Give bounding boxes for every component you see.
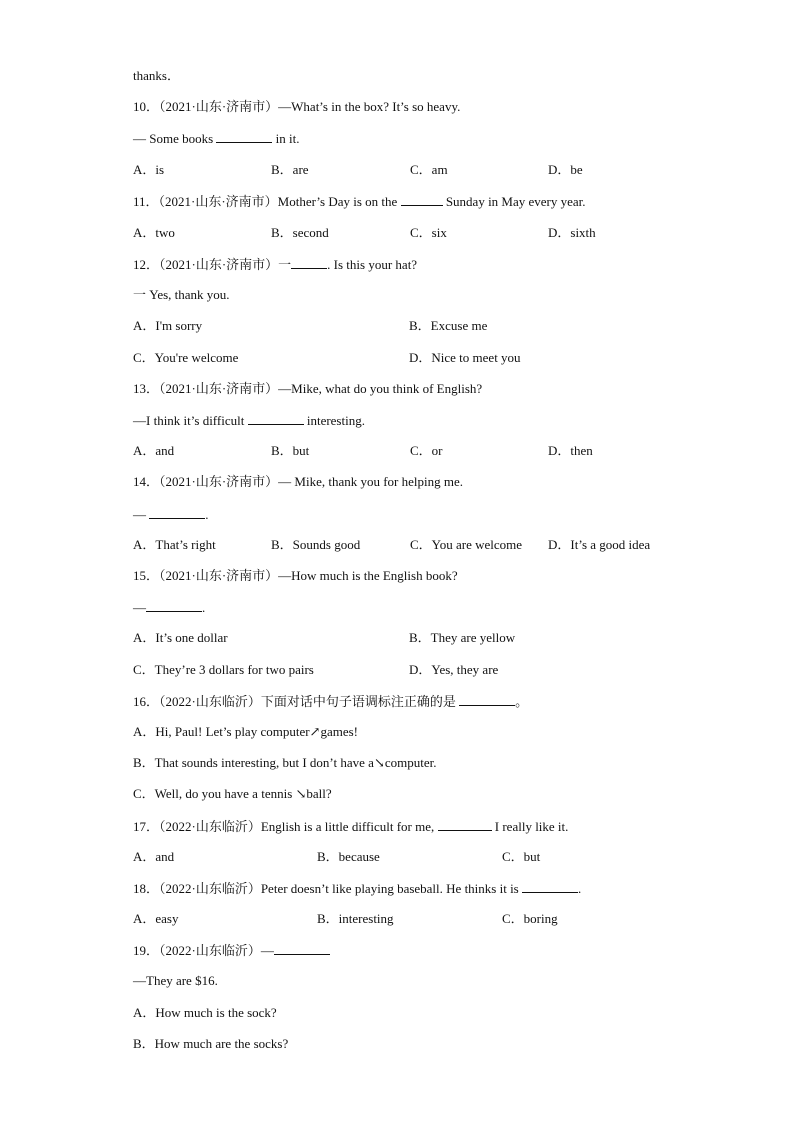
continuation-text: thanks．: [133, 68, 180, 83]
option-c: C．boring: [502, 911, 558, 926]
question-15-reply: [133, 599, 205, 616]
option-a: A．is: [133, 162, 165, 177]
option-b: B．interesting: [317, 911, 394, 926]
option-b: B．How much are the socks?: [133, 1036, 289, 1051]
question-10-dialog: [133, 130, 300, 147]
answer-blank: [522, 880, 578, 893]
answer-blank: [459, 693, 515, 706]
question-12-reply: 一 Yes, thank you.: [133, 287, 230, 302]
option-a: A．and: [133, 443, 175, 458]
option-c: C．or: [410, 443, 443, 458]
option-a: A．That’s right: [133, 537, 216, 552]
option-c: C．They’re 3 dollars for two pairs: [133, 662, 314, 677]
option-c: C．six: [410, 225, 447, 240]
question-19: [133, 942, 330, 959]
answer-blank: [216, 130, 272, 143]
answer-blank: [149, 506, 205, 519]
question-14-reply: [133, 506, 209, 523]
option-b: B．That sounds interesting, but I don’t have a↘computer.: [133, 755, 437, 770]
text: 18．（2022·山东临沂）Peter doesn’t like playing baseball. He thinks it is: [133, 881, 519, 896]
option-b: B．but: [271, 443, 310, 458]
text: —I think it’s difficult: [133, 413, 245, 428]
answer-blank: [401, 193, 443, 206]
text: 12．（2021·山东·济南市）一: [133, 257, 292, 272]
question-19-reply: —They are $16.: [133, 973, 218, 988]
text: .: [205, 507, 209, 522]
text: .: [202, 600, 206, 615]
text: Sunday in May every year.: [445, 194, 586, 209]
option-c: C．You're welcome: [133, 350, 239, 365]
option-d: D．Nice to meet you: [409, 350, 521, 365]
option-a: A．two: [133, 225, 175, 240]
option-a: A．I'm sorry: [133, 318, 203, 333]
question-11: [133, 193, 586, 210]
question-18: [133, 880, 581, 897]
text: in it.: [275, 131, 300, 146]
option-d: D．then: [548, 443, 593, 458]
text: —: [133, 507, 146, 522]
option-a: A．It’s one dollar: [133, 630, 228, 645]
option-b: B．second: [271, 225, 329, 240]
answer-blank: [146, 599, 202, 612]
option-a: A．Hi, Paul! Let’s play computer↗games!: [133, 724, 358, 739]
question-13: 13．（2021·山东·济南市）—Mike, what do you think of English?: [133, 381, 483, 396]
text: 11．（2021·山东·济南市）Mother’s Day is on the: [133, 194, 398, 209]
question-12: [133, 256, 417, 273]
text: 。: [515, 694, 529, 709]
question-14: 14．（2021·山东·济南市）— Mike, thank you for helping me.: [133, 474, 464, 489]
option-c: C．Well, do you have a tennis ↘ball?: [133, 786, 332, 801]
question-16: [133, 693, 528, 710]
option-d: D．Yes, they are: [409, 662, 499, 677]
option-a: A．and: [133, 849, 175, 864]
question-17: [133, 818, 568, 835]
option-b: B．because: [317, 849, 380, 864]
option-c: C．You are welcome: [410, 537, 523, 552]
question-15: 15．（2021·山东·济南市）—How much is the English book?: [133, 568, 458, 583]
question-13-dialog: [133, 412, 365, 429]
option-c: C．am: [410, 162, 448, 177]
answer-blank: [438, 818, 492, 831]
option-b: B．Excuse me: [409, 318, 488, 333]
option-b: B．are: [271, 162, 309, 177]
text: I really like it.: [494, 819, 569, 834]
text: —: [133, 600, 146, 615]
answer-blank: [291, 256, 327, 269]
option-c: C．but: [502, 849, 541, 864]
text: 16．（2022·山东临沂）下面对话中句子语调标注正确的是: [133, 694, 456, 709]
option-d: D．be: [548, 162, 583, 177]
option-b: B．They are yellow: [409, 630, 516, 645]
text: interesting.: [306, 413, 365, 428]
option-b: B．Sounds good: [271, 537, 361, 552]
text: . Is this your hat?: [327, 257, 418, 272]
option-d: D．sixth: [548, 225, 596, 240]
text: 19．（2022·山东临沂）—: [133, 943, 274, 958]
text: — Some books: [133, 131, 214, 146]
text: .: [578, 881, 582, 896]
option-a: A．How much is the sock?: [133, 1005, 277, 1020]
answer-blank: [248, 412, 304, 425]
option-a: A．easy: [133, 911, 179, 926]
option-d: D．It’s a good idea: [548, 537, 651, 552]
question-10: 10．（2021·山东·济南市）—What’s in the box? It’s so heavy.: [133, 99, 461, 114]
answer-blank: [274, 942, 330, 955]
text: 17．（2022·山东临沂）English is a little difficult for me,: [133, 819, 435, 834]
